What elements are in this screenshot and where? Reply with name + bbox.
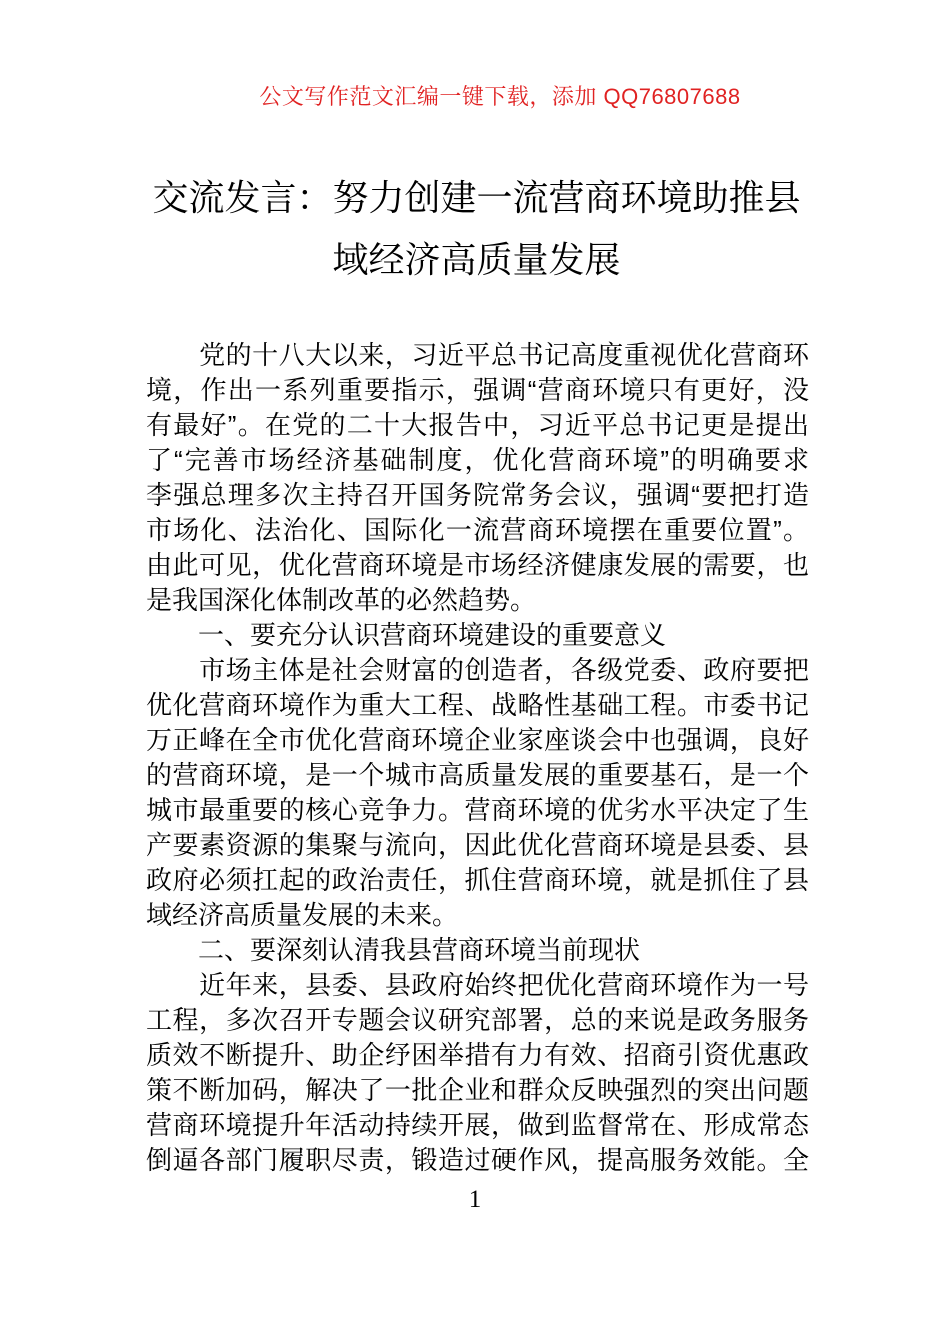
body-line: 产要素资源的集聚与流向，因此优化营商环境是县委、县	[146, 830, 809, 860]
body-line: 党的十八大以来，习近平总书记高度重视优化营商环	[146, 340, 809, 370]
body-line: 境，作出一系列重要指示，强调“营商环境只有更好，没	[146, 375, 809, 405]
body-line: 优化营商环境作为重大工程、战略性基础工程。市委书记	[146, 690, 809, 720]
body-line: 市场主体是社会财富的创造者，各级党委、政府要把	[146, 655, 809, 685]
body-line: 是我国深化体制改革的必然趋势。	[146, 585, 537, 615]
body-line: 由此可见，优化营商环境是市场经济健康发展的需要，也	[146, 550, 809, 580]
section-heading-line: 二、要深刻认清我县营商环境当前现状	[146, 935, 641, 965]
body-line: 了“完善市场经济基础制度，优化营商环境”的明确要求	[146, 445, 809, 475]
body-line: 的营商环境，是一个城市高质量发展的重要基石，是一个	[146, 760, 809, 790]
body-line: 城市最重要的核心竞争力。营商环境的优劣水平决定了生	[146, 795, 809, 825]
page-number: 1	[468, 1186, 482, 1213]
body-line: 质效不断提升、助企纾困举措有力有效、招商引资优惠政	[146, 1040, 809, 1070]
body-line: 倒逼各部门履职尽责，锻造过硬作风，提高服务效能。全	[146, 1145, 809, 1175]
body-line: 政府必须扛起的政治责任，抓住营商环境，就是抓住了县	[146, 865, 809, 895]
body-line: 策不断加码，解决了一批企业和群众反映强烈的突出问题	[146, 1075, 809, 1105]
body-line: 市场化、法治化、国际化一流营商环境摆在重要位置”。	[146, 515, 809, 545]
body-line: 万正峰在全市优化营商环境企业家座谈会中也强调，良好	[146, 725, 809, 755]
title-line-2: 域经济高质量发展	[332, 239, 621, 280]
body-line: 有最好”。在党的二十大报告中，习近平总书记更是提出	[146, 410, 809, 440]
body-line: 域经济高质量发展的未来。	[146, 900, 459, 930]
body-line: 营商环境提升年活动持续开展，做到监督常在、形成常态	[146, 1110, 809, 1140]
section-heading-line: 一、要充分认识营商环境建设的重要意义	[146, 620, 667, 650]
header-ad-text: 公文写作范文汇编一键下载，添加 QQ76807688	[259, 84, 741, 109]
title-line-1: 交流发言：努力创建一流营商环境助推县	[152, 177, 801, 218]
body-line: 工程，多次召开专题会议研究部署，总的来说是政务服务	[146, 1005, 809, 1035]
body-line: 李强总理多次主持召开国务院常务会议，强调“要把打造	[146, 480, 809, 510]
body-line: 近年来，县委、县政府始终把优化营商环境作为一号	[146, 970, 809, 1000]
document-body	[146, 338, 809, 1178]
document-title	[145, 167, 808, 291]
